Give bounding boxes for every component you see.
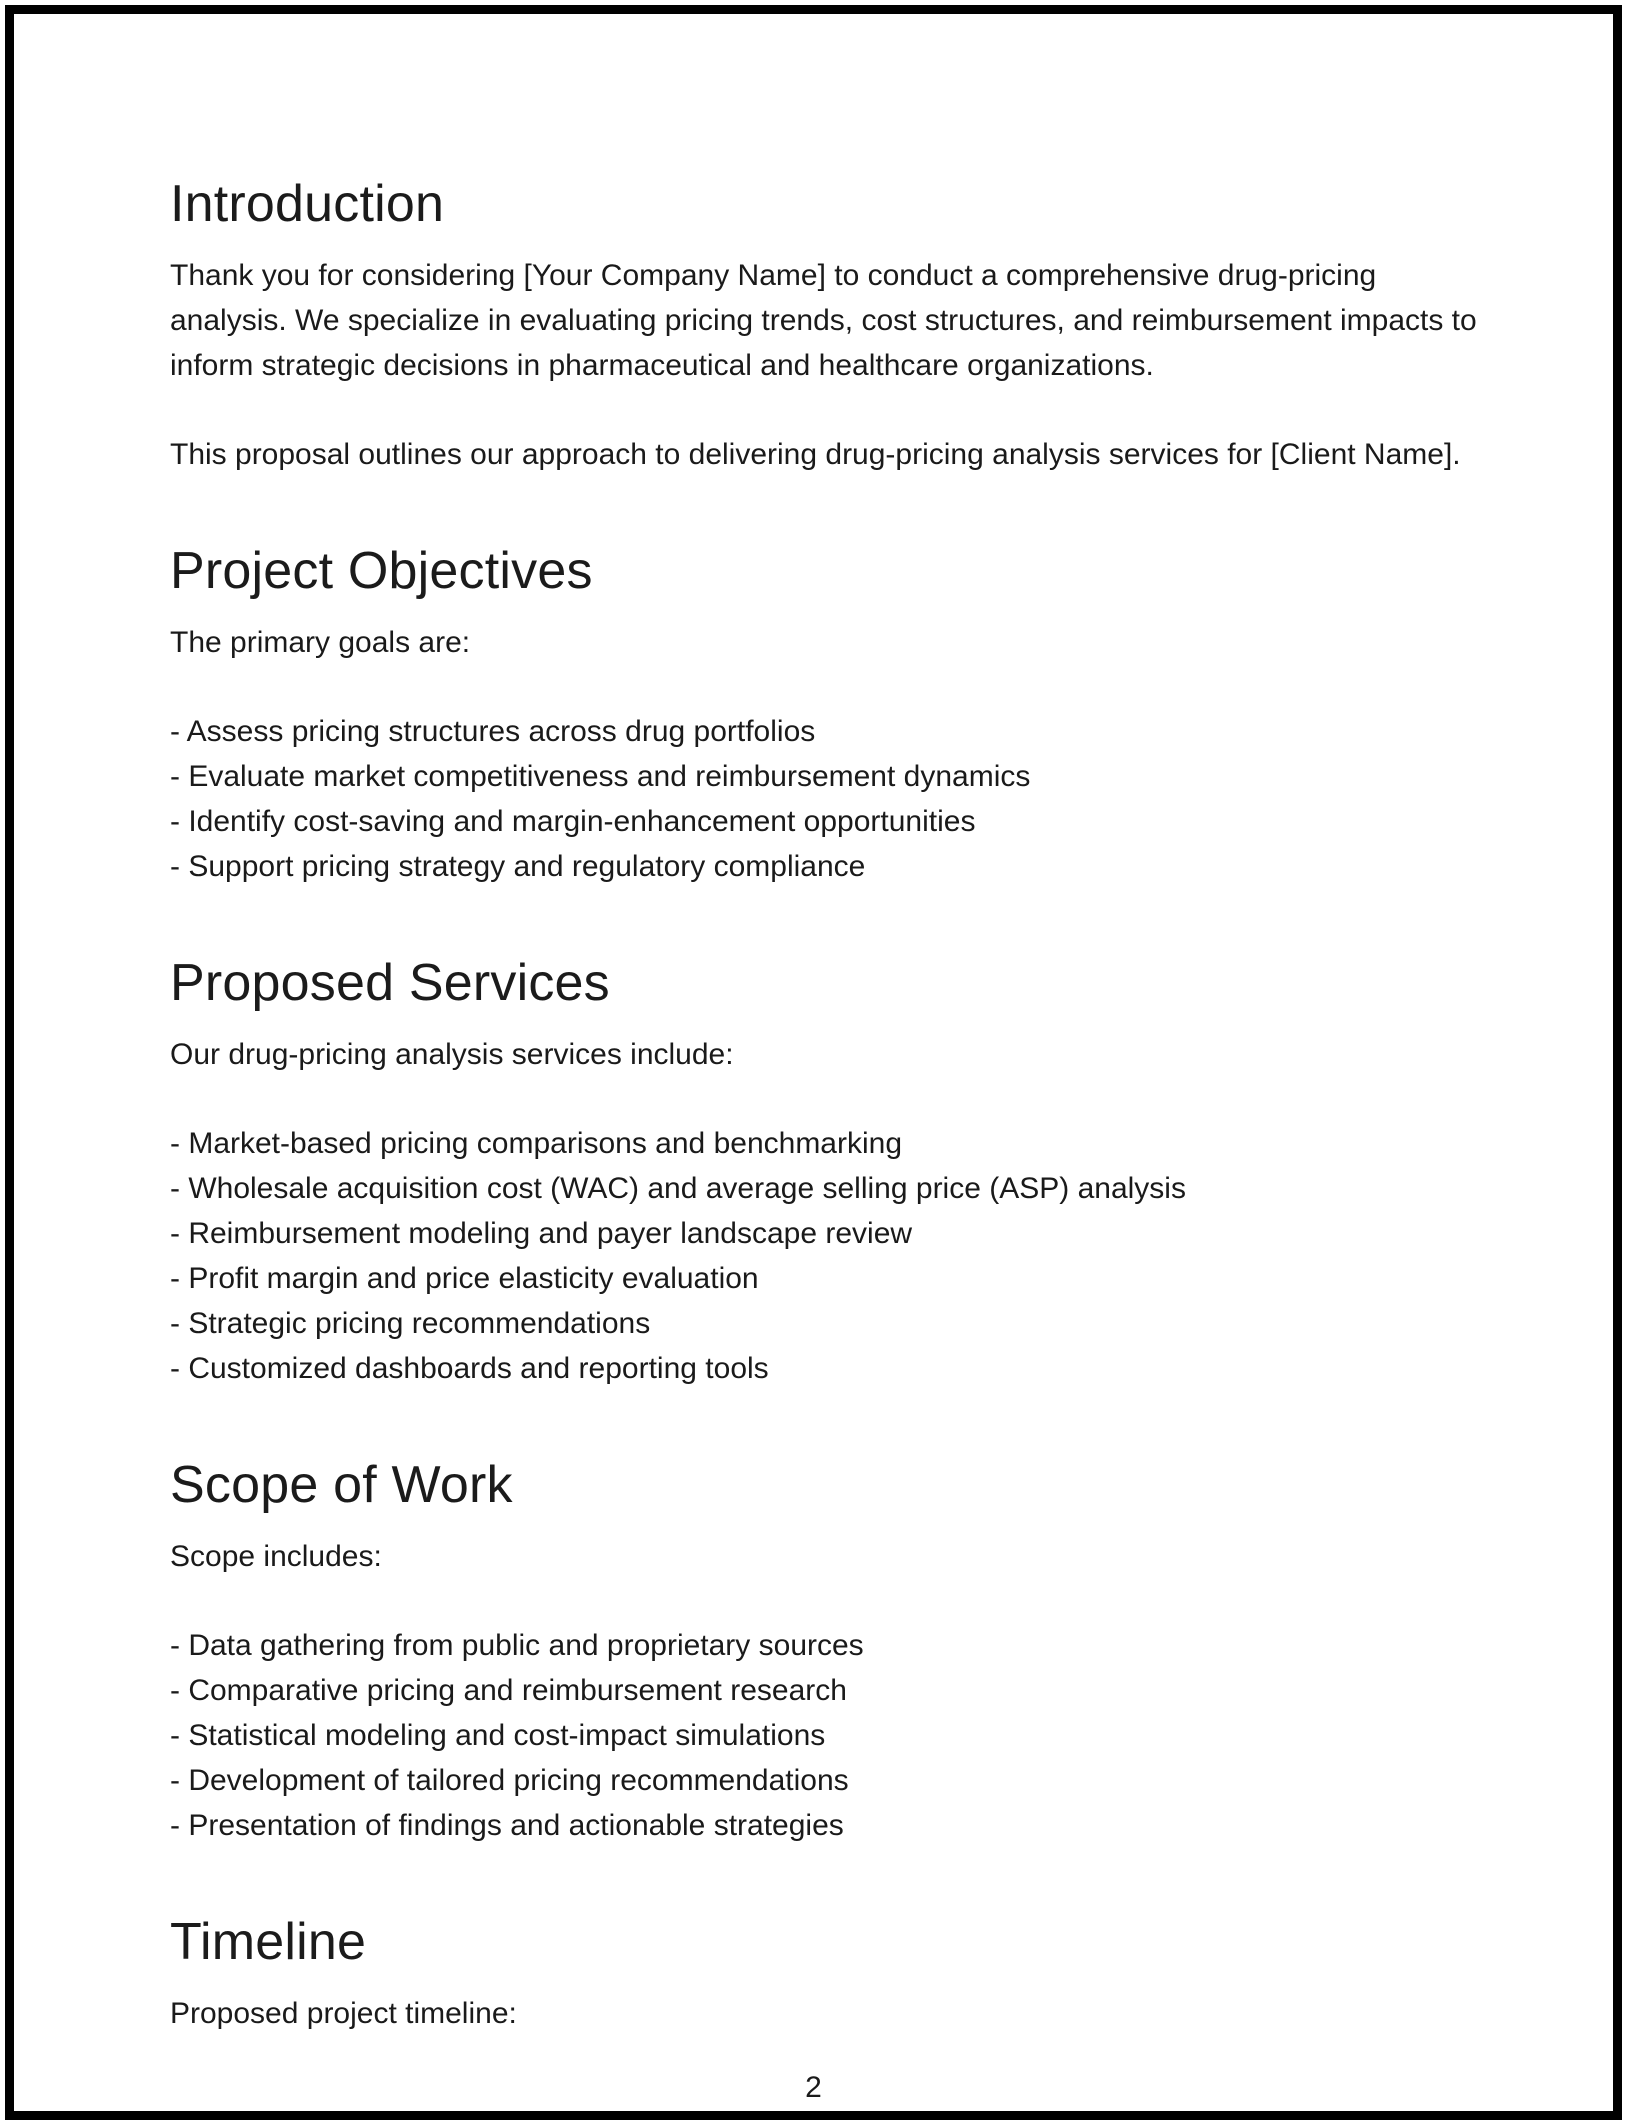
section-introduction — [170, 175, 1477, 477]
section-proposed-services — [170, 954, 1477, 1391]
bullet-item: - Evaluate market competitiveness and reimbursement dynamics — [170, 760, 1031, 793]
bullet-item: - Strategic pricing recommendations — [170, 1307, 651, 1340]
page-footer — [0, 2067, 1627, 2109]
paragraph: This proposal outlines our approach to delivering drug-pricing analysis services for [Client Name]. — [170, 438, 1461, 471]
section-scope-of-work — [170, 1456, 1477, 1848]
bullet-item: - Data gathering from public and proprietary sources — [170, 1629, 864, 1662]
bullet-list-scope — [170, 1623, 1477, 1848]
section-heading-project-objectives: Project Objectives — [170, 542, 593, 600]
bullet-item: - Statistical modeling and cost-impact simulations — [170, 1719, 826, 1752]
section-heading-timeline: Timeline — [170, 1913, 367, 1971]
paragraph: Scope includes: — [170, 1540, 382, 1573]
paragraph: Our drug-pricing analysis services include: — [170, 1038, 734, 1071]
bullet-item: - Reimbursement modeling and payer landscape review — [170, 1217, 913, 1250]
section-heading-scope-of-work: Scope of Work — [170, 1456, 513, 1514]
bullet-list-objectives — [170, 709, 1477, 889]
bullet-item: - Comparative pricing and reimbursement research — [170, 1674, 847, 1707]
bullet-item: - Presentation of findings and actionable strategies — [170, 1809, 844, 1842]
bullet-list-services — [170, 1121, 1477, 1391]
paragraph: The primary goals are: — [170, 626, 471, 659]
page-number: 2 — [805, 2071, 822, 2104]
section-project-objectives — [170, 542, 1477, 889]
bullet-item: - Development of tailored pricing recommendations — [170, 1764, 849, 1797]
bullet-item: - Market-based pricing comparisons and benchmarking — [170, 1127, 903, 1160]
bullet-item: - Customized dashboards and reporting tools — [170, 1352, 769, 1385]
paragraph: Proposed project timeline: — [170, 1997, 517, 2030]
bullet-item: - Profit margin and price elasticity evaluation — [170, 1262, 759, 1295]
paragraph: Thank you for considering [Your Company Name] to conduct a comprehensive drug-pricing analysis. We specialize in evaluating pricing trends, cost structures, and reimbursement impacts to inform strategic decisions in pharmaceutical and healthcare organizations. — [170, 259, 1477, 382]
section-heading-introduction: Introduction — [170, 175, 445, 233]
bullet-item: - Support pricing strategy and regulatory compliance — [170, 850, 866, 883]
section-heading-proposed-services: Proposed Services — [170, 954, 610, 1012]
bullet-item: - Identify cost-saving and margin-enhancement opportunities — [170, 805, 976, 838]
section-timeline — [170, 1913, 1477, 2036]
bullet-item: - Wholesale acquisition cost (WAC) and average selling price (ASP) analysis — [170, 1172, 1186, 1205]
bullet-item: - Assess pricing structures across drug portfolios — [170, 715, 816, 748]
